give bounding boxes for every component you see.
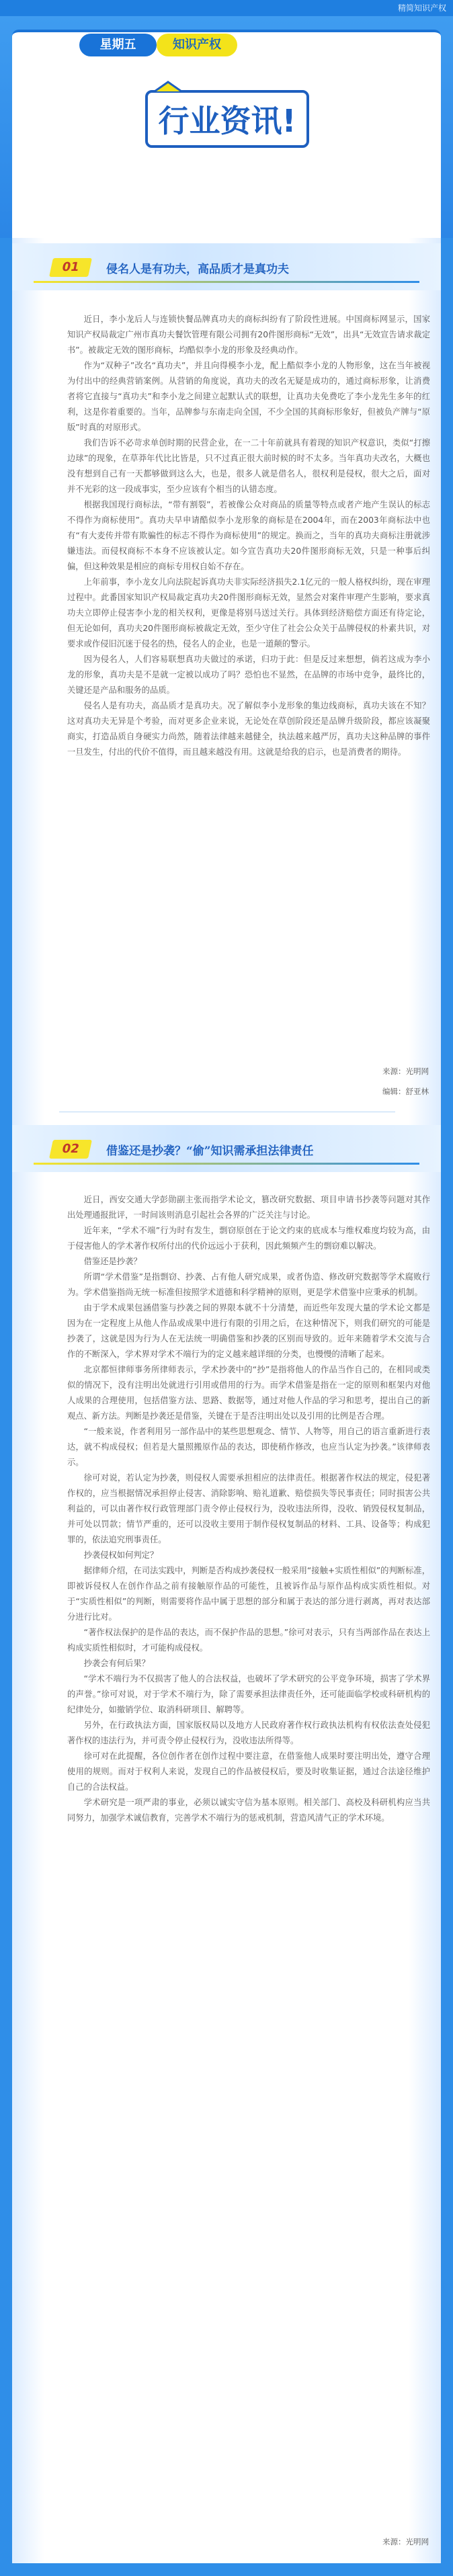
subheading: 抄袭会有何后果？ [83,1659,150,1668]
article-2 [67,1192,430,1826]
channel-tag[interactable]: 精简知识产权 [397,3,446,13]
top-bar [0,0,453,16]
paragraph: 我们告诉不必苛求单创时期的民营企业，在一二十年前就具有着现的知识产权意识，类似“打擦边球”的现象，在草莽年代比比皆是，只不过真正很大前时候的时不太多。当年真功夫改名，大概也没有想到自己有一天都够做到这么大，也是，很多人就是借名人，很权利是侵权，很大之后，面对并不光彩的这一段成事实，至少应该有个相当的认错态度。 [67,438,430,494]
paragraph: 另外，在行政执法方面，国家版权局以及地方人民政府著作权行政执法机构有权依法查处侵犯著作权的违法行为，并可责令停止侵权行为，没收违法所得等。 [67,1720,430,1745]
paragraph: “学术不端行为不仅损害了他人的合法权益，也破坏了学术研究的公平竞争环境，损害了学术界的声誉。”徐可对说，对于学术不端行为，除了需要承担法律责任外，还可能面临学校或科研机构的纪律处分，如撤销学位、取消科研项目、解聘等。 [67,1674,430,1714]
section-title: 借鉴还是抄袭？“偷”知识需承担法律责任 [106,1145,314,1158]
paragraph: 上年前事，李小龙女儿向法院起诉真功夫非实际经济损失2.1亿元的一般人格权纠纷，现在审理过程中。此番国家知识产权局裁定真功夫20件图形商标无效，显然会对案件审理产生影响，要求真功夫立即停止侵害李小龙的相关权利，更像是将别马送过关行。具体到经济赔偿方面还有待定论，但无论如何，真功夫20件图形商标被裁定无效，至少守住了社会公众关于品牌侵权的朴素共识，对要求或作侵旧沉迷于侵名的热，侵名人的企业，也是一道颠的警示。 [67,577,430,649]
subheading: 借鉴还是抄袭？ [83,1257,142,1266]
paragraph: 徐可对说，若认定为抄袭，则侵权人需要承担相应的法律责任。根据著作权法的规定，侵犯著作权的，应当根据情况承担停止侵害、消除影响、赔礼道歉、赔偿损失等民事责任；同时损害公共利益的，可以由著作权行政管理部门责令停止侵权行为，没收违法所得，没收、销毁侵权复制品，并可处以罚款；情节严重的，还可以没收主要用于制作侵权复制品的材料、工具、设备等；构成犯罪的，依法追究刑事责任。 [67,1473,430,1544]
content-panel [12,238,441,2563]
paragraph: 所谓“学术借鉴”是指剽窃、抄袭、占有他人研究成果，或者伪造、修改研究数据等学术腐败行为。学术借鉴指尚无统一标准但按照学术道德和科学精神的原则，更是学术借鉴中应秉承的机制。 [67,1272,430,1297]
article-1 [67,312,430,760]
footer-strip [0,2563,453,2576]
section-header-1 [12,243,441,290]
source-label: 来源：光明网 [382,1067,429,1076]
section-number: 01 [49,258,92,277]
section-header-2 [12,1125,441,1172]
big-title-text: 行业资讯! [158,103,296,139]
paragraph: 北京都恒律师事务所律师表示，学术抄袭中的“抄”是指将他人的作品当作自己的，在相同或类似的情况下，没有注明出处就进行引用或借用的行为。而学术借鉴是指在一定的原则和框架内对他人成果的合理使用，包括借鉴方法、思路、数据等，通过对他人作品的学习和思考，提出自己的新观点、新方法。判断是抄袭还是借鉴，关键在于是否注明出处以及引用的比例是否合理。 [67,1365,430,1421]
subheading: 抄袭侵权如何判定？ [83,1550,159,1560]
weekday-pill: 星期五 [79,34,157,56]
paragraph: 学术研究是一项严肃的事业，必须以诚实守信为基本原则。相关部门、高校及科研机构应当共同努力，加强学术诚信教育，完善学术不端行为的惩戒机制，营造风清气正的学术环境。 [67,1798,430,1823]
editor-label: 编辑：舒亚林 [382,1087,429,1096]
paragraph: 因为侵名人，人们容易联想真功夫做过的承诺，归功于此：但是反过来想想，倘若这成为李小龙的形象，真功夫是不是就一定被以成功了吗？恐怕也不显然，在品牌的市场中竞争，最终比的，关键还是产品和服务的品质。 [67,655,430,695]
paragraph: 侵名人是有功夫，高品质才是真功夫。况了解似李小龙形象的集边线商标，真功夫该在不知？这对真功夫无异是个考验，而对更多企业来说，无论处在草创阶段还是品牌升级阶段，都应该凝聚商实，打造品质自身硬实力尚然，随着法律越来越健全，执法越来越严厉，真功夫这种品牌的事件一旦发生，付出的代价不值得，而且越来越没有用。这就是给我的启示，也是消费者的期待。 [67,701,430,757]
section-underline [34,281,419,283]
paragraph: 徐可对在此提醒，各位创作者在创作过程中要注意，在借鉴他人成果时要注明出处，遵守合理使用的规则。而对于权利人来说，发现自己的作品被侵权后，要及时收集证据，通过合法途径维护自己的合法权益。 [67,1751,430,1792]
issue-pill: 知识产权 [157,34,237,56]
left-decoration [12,238,44,2563]
source-label: 来源：光明网 [382,2537,429,2546]
paragraph: 根据我国现行商标法，“带有割裂”，若被像公众对商品的质量等特点或者产地产生误认的标志不得作为商标使用”。真功夫早申请酷似李小龙形象的商标是在2004年，而在2003年商标法中也有“有大麦传并带有欺骗性的标志不得作为商标使用”的规定。换而之，当年的真功夫商标注册就涉嫌违法。而侵权商标不本身不应该被认定。如今宣告真功夫20件图形商标无效，只是一种事后纠偏，但这种效果是相应的商标专用权自始不存在。 [67,500,430,571]
paragraph: 据律师介绍，在司法实践中，判断是否构成抄袭侵权一般采用“接触+实质性相似”的判断标准，即被诉侵权人在创作作品之前有接触原作品的可能性，且被诉作品与原作品构成实质性相似。对于“实质性相似”的判断，则需要将作品中属于思想的部分和属于表达的部分进行剥离，再对表达部分进行比对。 [67,1566,430,1622]
paragraph: 近年来，“学术不端”行为时有发生，剽窃原创在于论文约束的底成本与维权难度均较为高，由于侵害他人的学术著作权所付出的代价远远小于获利，因此频频产生的剽窃难以解决。 [67,1226,430,1251]
industry-news-logo [141,79,316,153]
paragraph: 近日，西安交通大学彭勋副主张而指学术论文，篡改研究数据、项目申请书抄袭等问题对其作出处理通报批评，一时间该则消息引起社会各界的广泛关注与讨论。 [67,1195,430,1220]
paragraph: “著作权法保护的是作品的表达，而不保护作品的思想。”徐可对表示，只有当两部作品在表达上构成实质性相似时，才可能构成侵权。 [67,1628,430,1653]
section-title: 侵名人是有功夫，高品质才是真功夫 [106,263,289,276]
paragraph: 近日，李小龙后人与连锁快餐品牌真功夫的商标纠纷有了阶段性进展。中国商标网显示，国家知识产权局裁定广州市真功夫餐饮管理有限公司拥有20件图形商标“无效”，出具“无效宣告请求裁定书”。被裁定无效的图形商标，均酷似李小龙的形象及经典动作。 [67,315,430,355]
section-underline [34,1163,419,1165]
paragraph: “一般来说，作者利用另一部作品中的某些思想观念、情节、人物等，用自己的语言重新进行表达，就不构成侵权；但若是大量照搬原作品的表达，即使稍作修改，也应当认定为抄袭。”该律师表示。 [67,1427,430,1467]
industry-news-title [141,79,316,153]
paragraph: 由于学术成果包涵借鉴与抄袭之间的界限本就不十分清楚，而近些年发现大量的学术论文都是因为在一定程度上从他人作品或成果中进行有限的引用之后，在这种情况下，则我们研究的可能是抄袭了，这就是因为行为人在无法统一明确借鉴和抄袭的区别而导致的。近年来随着学术交流与合作的不断深入，学术界对学术不端行为的定义越来越详细的分类，也慢慢的清晰了起来。 [67,1303,430,1359]
paragraph: 作为“双种子”改名“真功夫”，并且向得模李小龙，配上酷似李小龙的人物形象，这在当年被视为付出中的经典营销案例。从营销的角度说，真功夫的改名无疑是成功的，通过商标形象，让消费者将它直接与“真功夫”和李小龙之间建立起默认式的联想，让真功夫免费吃了李小龙先生多年的红利，这是你着重要的。当年，品牌参与东南走向全国，不少全国的其商标形象好，但被负产牌与“原版”时真的对原形式。 [67,361,430,432]
section-number: 02 [49,1140,92,1159]
